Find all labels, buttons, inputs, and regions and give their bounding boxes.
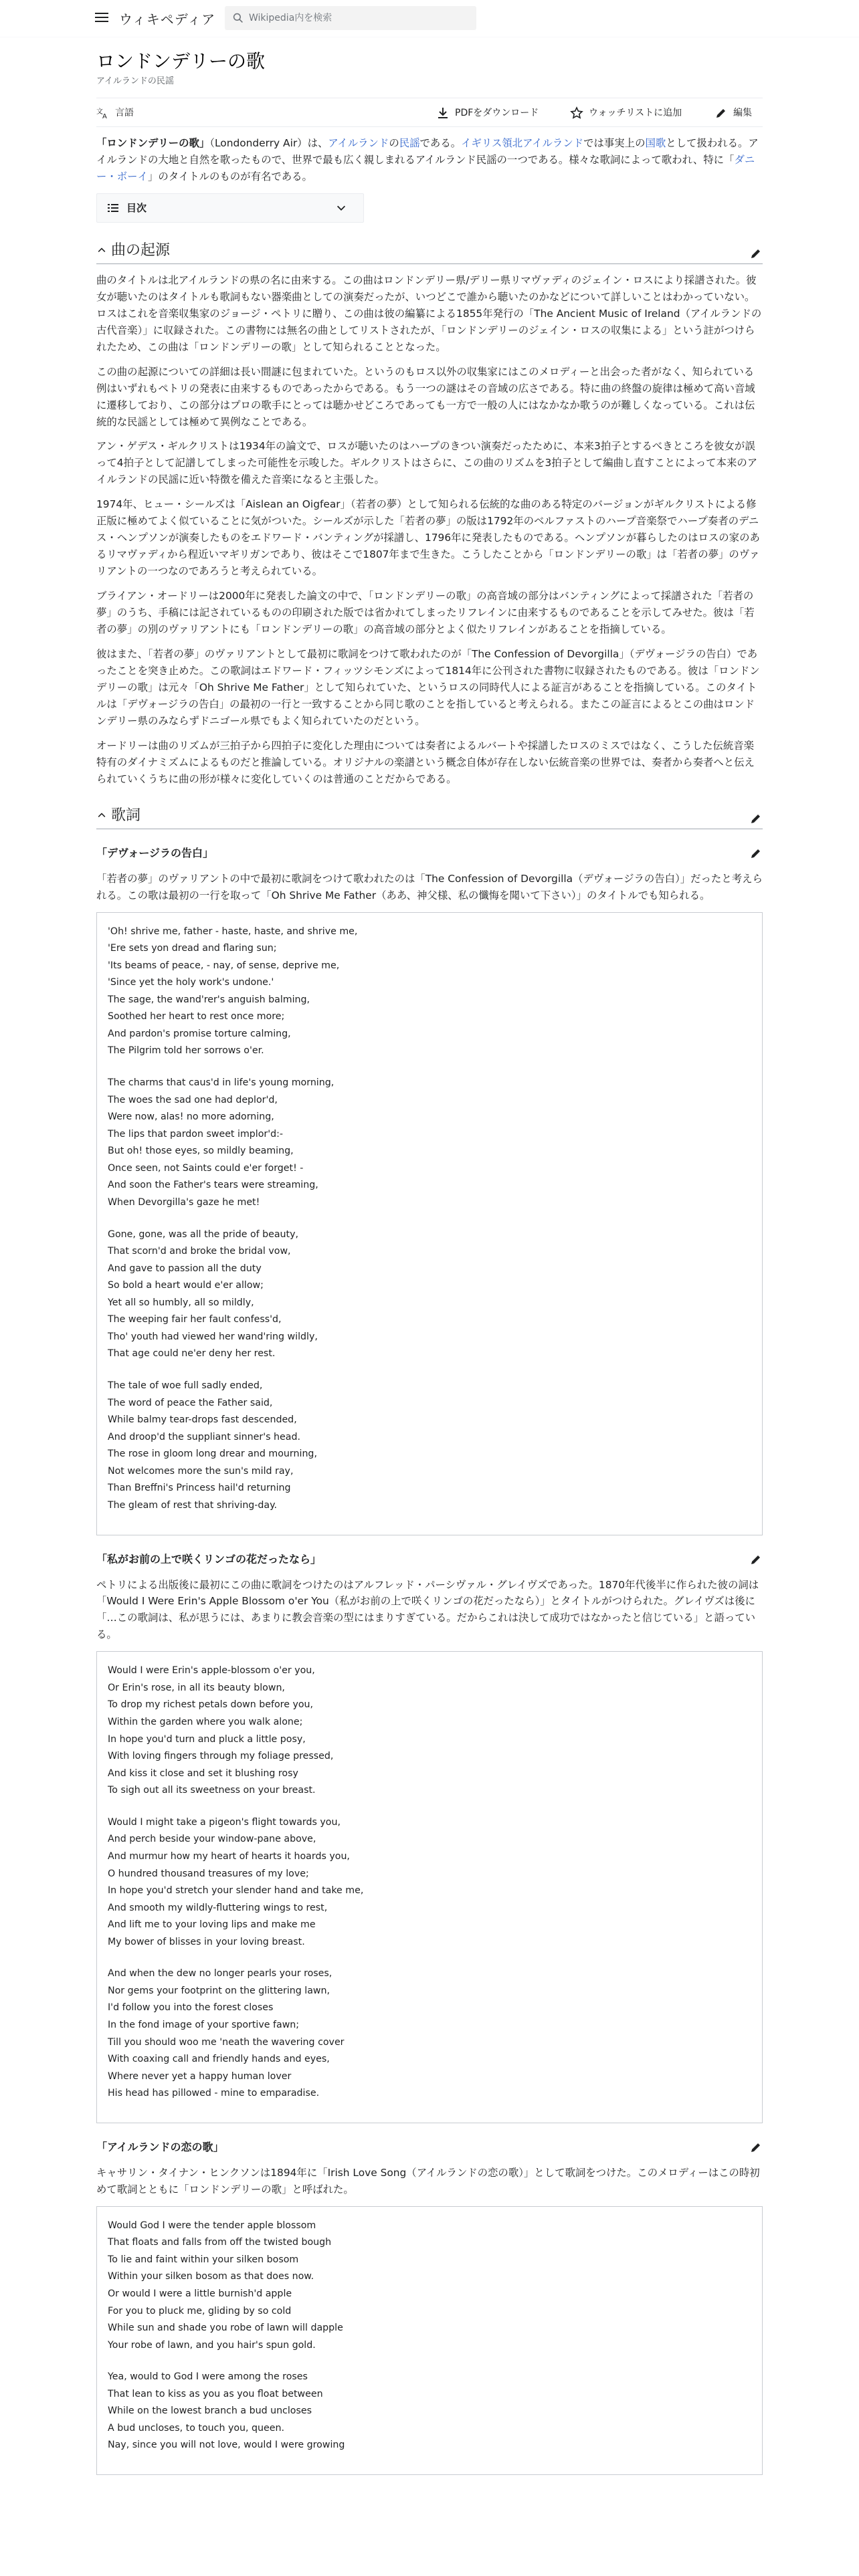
poem-stanza bbox=[108, 1075, 751, 1212]
section-origin-heading[interactable] bbox=[96, 240, 763, 264]
download-pdf-label: PDFをダウンロード bbox=[455, 108, 539, 119]
poem-line: Than Breffni's Princess hail'd returning bbox=[108, 1483, 291, 1494]
poem-line: In hope you'd stretch your slender hand and take me, bbox=[108, 1885, 364, 1897]
poem-line: Yea, would to God I were among the roses bbox=[108, 2371, 308, 2383]
poem-line: And gave to passion all the duty bbox=[108, 1263, 262, 1274]
pencil-icon bbox=[714, 106, 728, 120]
poem-line: And when the dew no longer pearls your roses, bbox=[108, 1968, 332, 1979]
poem-line: Gone, gone, was all the pride of beauty, bbox=[108, 1228, 299, 1240]
pencil-icon[interactable] bbox=[749, 847, 763, 860]
lead-section bbox=[96, 135, 763, 185]
subsection-appleblossom-title: 「私がお前の上で咲くリンゴの花だったなら」 bbox=[96, 1552, 322, 1566]
poem-line: Would I were Erin's apple-blossom o'er you, bbox=[108, 1665, 315, 1677]
lead-paragraph bbox=[96, 135, 763, 185]
poem-stanza bbox=[108, 1662, 751, 1800]
origin-paragraph-1: 曲のタイトルは北アイルランドの県の名に由来する。この曲はロンドンデリー県/デリー県リマヴァディのジェイン・ロスにより採譜された。彼女が聴いたのはタイトルも歌詞もない器楽曲としての演奏だったが、いつどこで誰から聴いたのかなどについて詳しいことはわかっていない。ロスはこれを音楽収集家のジョージ・ペトリに贈り、この曲は彼の編纂による1855年発行の「The Ancient Music of Ireland（アイルランドの古代音楽）」に収録された。この書物には無名の曲としてリストされたが、「ロンドンデリーのジェイン・ロスの収集による」という註がつけられたため、この曲は「ロンドンデリーの歌」として知られることとなった。 bbox=[96, 274, 762, 353]
poem-line: And perch beside your window-pane above, bbox=[108, 1834, 316, 1845]
subsection-devorgilla-heading bbox=[96, 844, 763, 863]
poem-line: Or Erin's rose, in all its beauty blown, bbox=[108, 1682, 285, 1693]
lead-text: の bbox=[389, 137, 399, 150]
poem-line: Nay, since you will not love, would I were growing bbox=[108, 2440, 345, 2451]
poem-line: So bold a heart would e'er allow; bbox=[108, 1280, 264, 1291]
language-button[interactable] bbox=[96, 106, 134, 121]
subsection-devorgilla-title: 「デヴォージラの告白」 bbox=[96, 846, 214, 859]
toc-label: 目次 bbox=[126, 201, 147, 214]
poem-line: That floats and falls from off the twisted bough bbox=[108, 2237, 332, 2248]
page-subtitle: アイルランドの民謡 bbox=[96, 76, 174, 86]
poem-line: Were now, alas! no more adorning, bbox=[108, 1111, 274, 1123]
poem-line: Where never yet a happy human lover bbox=[108, 2070, 292, 2082]
poem-line: Your robe of lawn, and you hair's spun gold. bbox=[108, 2339, 316, 2351]
origin-paragraph-6: 彼はまた、「若者の夢」のヴァリアントとして最初に歌詞をつけて歌われたのが「The Confession of Devorgilla」（デヴォージラの告白）であったことを突き止めた。この歌詞はエドワード・フィッツシモンズによって1814年に公刊された書物に収録されたものである。彼は「ロンドンデリーの歌」は元々「Oh Shrive Me Father」として知られていた、というロスの同時代人による証言があることを指摘している。このタイトルは「デヴォージラの告白」の最初の一行と一致することから同じ歌のことを指していると考えられる。またこの証言によるとこの曲はロンドンデリー県のみならずドニゴール県でもよく知られていたのだという。 bbox=[96, 647, 760, 727]
poem-line: To sigh out all its sweetness on your breast. bbox=[108, 1785, 316, 1796]
download-pdf-button[interactable] bbox=[436, 106, 539, 121]
poem-stanza bbox=[108, 924, 751, 1061]
origin-paragraph-7: オードリーは曲のリズムが三拍子から四拍子に変化した理由については奏者によるルバートや採譜したロスのミスではなく、こうした伝統音楽特有のダイナミズムによるものだと推論している。オリジナルの楽譜という概念自体が存在しない伝統音楽の世界では、奏者から奏者へと伝えられていくうちに曲の形が様々に変化していくのは普通のことだからである。 bbox=[96, 739, 755, 785]
edit-label: 編集 bbox=[733, 108, 752, 119]
lead-bold-title: 「ロンドンデリーの歌」 bbox=[96, 137, 210, 150]
top-header bbox=[0, 0, 859, 37]
watchlist-button[interactable] bbox=[570, 106, 682, 121]
main-menu-button[interactable] bbox=[94, 10, 110, 26]
poem-appleblossom bbox=[96, 1651, 763, 2123]
poem-line: Or would I were a little burnish'd apple bbox=[108, 2288, 292, 2299]
language-icon bbox=[96, 106, 110, 120]
poem-line: The weeping fair her fault confess'd, bbox=[108, 1314, 282, 1325]
poem-line: Once seen, not Saints could e'er forget! - bbox=[108, 1162, 304, 1174]
poem-line: Would God I were the tender apple blossom bbox=[108, 2220, 316, 2231]
lead-text: として扱われる。アイルランドの大地と自然を歌ったもので、世界で最も広く親しまれるアイルランド民謡の一つである。様々な歌詞によって歌われ、特に「 bbox=[96, 137, 759, 166]
poem-line: Nor gems your footprint on the glittering lawn, bbox=[108, 1985, 330, 1996]
svg-text:文: 文 bbox=[96, 108, 103, 116]
poem-line: And pardon's promise torture calming, bbox=[108, 1028, 291, 1039]
chevron-down-icon bbox=[335, 202, 347, 214]
poem-line: The tale of woe full sadly ended, bbox=[108, 1380, 263, 1391]
poem-line: The Pilgrim told her sorrows o'er. bbox=[108, 1045, 264, 1057]
poem-line: While on the lowest branch a bud uncloses bbox=[108, 2405, 312, 2417]
search-input[interactable] bbox=[225, 6, 476, 30]
poem-line: Not welcomes more the sun's mild ray, bbox=[108, 1465, 294, 1477]
poem-line: Would I might take a pigeon's flight towards you, bbox=[108, 1816, 341, 1828]
search-icon bbox=[233, 13, 244, 23]
poem-line: Within the garden where you walk alone; bbox=[108, 1717, 303, 1727]
poem-line: In the fond image of your sportive fawn; bbox=[108, 2020, 300, 2030]
lead-text: （Londonderry Air）は、 bbox=[209, 137, 328, 150]
appleblossom-intro: ペトリによる出版後に最初にこの曲に歌詞をつけたのはアルフレッド・パーシヴァル・グレイヴズであった。1870年代後半に作られた彼の詞は「Would I Were Erin's Apple Blossom o'er You（私がお前の上で咲くリンゴの花だったなら）」とタイトルがつけられた。グレイヴズは後に「…この歌詞は、私が思うには、あまりに教会音楽の型にはまりすぎている。だからこれは決して成功ではなかったと信じている」と語っている。 bbox=[96, 1578, 759, 1641]
link-danny-boy[interactable]: ダニー・ボーイ bbox=[96, 154, 755, 183]
poem-line: To drop my richest petals down before you, bbox=[108, 1699, 314, 1711]
poem-line: With coaxing call and friendly hands and eyes, bbox=[108, 2054, 330, 2065]
poem-line: To lie and faint within your silken bosom bbox=[108, 2254, 299, 2265]
poem-stanza bbox=[108, 1378, 751, 1515]
origin-paragraph-5: ブライアン・オードリーは2000年に発表した論文の中で、「ロンドンデリーの歌」の高音域の部分はバンティングによって採譜された「若者の夢」のうち、手稿には記されているものの印刷された版では省かれてしまったリフレインに由来するものであることを示してみせた。彼は「若者の夢」の別のヴァリアントにも「ロンドンデリーの歌」の高音域の部分とよく似たリフレインがあることを指摘している。 bbox=[96, 590, 755, 636]
poem-devorgilla bbox=[96, 912, 763, 1535]
lead-text: である。 bbox=[419, 137, 462, 150]
poem-line: The gleam of rest that shriving-day. bbox=[108, 1499, 278, 1511]
poem-line: 'Ere sets yon dread and flaring sun; bbox=[108, 943, 277, 954]
chevron-up-icon bbox=[96, 245, 107, 255]
poem-line: That age could ne'er deny her rest. bbox=[108, 1348, 276, 1360]
pencil-icon[interactable] bbox=[749, 2141, 763, 2154]
poem-line: For you to pluck me, gliding by so cold bbox=[108, 2305, 292, 2317]
poem-line: The woes the sad one had deplor'd, bbox=[108, 1094, 278, 1105]
poem-line: Within your silken bosom as that does now. bbox=[108, 2271, 314, 2282]
page-toolbar bbox=[96, 98, 763, 127]
poem-line: In hope you'd turn and pluck a little posy, bbox=[108, 1733, 306, 1745]
poem-line: O hundred thousand treasures of my love; bbox=[108, 1868, 309, 1879]
poem-line: 'Since yet the holy work's undone.' bbox=[108, 977, 274, 988]
section-lyrics-heading[interactable] bbox=[96, 805, 763, 829]
poem-line: When Devorgilla's gaze he met! bbox=[108, 1196, 260, 1208]
poem-line: And droop'd the suppliant sinner's head. bbox=[108, 1431, 300, 1442]
watchlist-label: ウォッチリストに追加 bbox=[589, 108, 682, 119]
poem-line: The sage, the wand'rer's anguish balming, bbox=[108, 994, 310, 1005]
poem-line: And soon the Father's tears were streaming, bbox=[108, 1180, 318, 1191]
section-origin-body bbox=[96, 272, 763, 788]
svg-text:A: A bbox=[102, 113, 107, 120]
poem-line: While balmy tear-drops fast descended, bbox=[108, 1414, 297, 1426]
poem-stanza bbox=[108, 2369, 751, 2454]
poem-line: And kiss it close and set it blushing rosy bbox=[108, 1767, 298, 1779]
poem-line: And lift me to your loving lips and make me bbox=[108, 1919, 316, 1931]
origin-paragraph-3: アン・ゲデス・ギルクリストは1934年の論文で、ロスが聴いたのはハープのきつい演奏だったために、本来3拍子とするべきところを彼女が誤って4拍子として記譜してしまった可能性を示唆した。ギルクリストはさらに、この曲のリズムを3拍子として編曲し直すことによって本来のアイルランドの民謡に近い特徴を備えた音楽になると主張した。 bbox=[96, 440, 758, 486]
origin-paragraph-4: 1974年、ヒュー・シールズは「Aislean an Oigfear」（若者の夢）として知られる伝統的な曲のある特定のバージョンがギルクリストによる修正版に極めてよく似ていることに気がついた。シールズが示した「若者の夢」の版は1792年のベルファストのハープ音楽祭でハープ奏者のデニス・ヘンプソンが演奏したものをエドワード・バンティングが採譜し、1796年に発表したものである。ヘンプソンが暮らしたのはロスの家のあるリマヴァディから程近いマギリガンであり、彼はそこで1807年まで生きた。こうしたことから「ロンドンデリーの歌」は「若者の夢」のヴァリアントの一つなのであろうと考えられている。 bbox=[96, 498, 760, 578]
poem-line: A bud uncloses, to touch you, queen. bbox=[108, 2422, 284, 2434]
poem-line: 'Oh! shrive me, father - haste, haste, and shrive me, bbox=[108, 926, 358, 937]
section-lyrics-title: 歌詞 bbox=[111, 807, 141, 824]
poem-line: And smooth my wildly-fluttering wings to rest, bbox=[108, 1902, 328, 1913]
poem-line: But oh! those eyes, so mildly beaming, bbox=[108, 1146, 294, 1157]
poem-line: Yet all so humbly, all so mildly, bbox=[108, 1297, 254, 1308]
origin-paragraph-2: この曲の起源についての詳細は長い間謎に包まれていた。というのもロス以外の収集家にはこのメロディーと出会った者がなく、知られている例はいずれもペトリの発表に由来するものであったからである。もう一つの謎はその音域の広さである。特に曲の終盤の旋律は極めて高い音域に遷移しており、この部分はプロの歌手にとっては聴かせどころであっても一方で一般の人にはなかなか歌うのが難しくなっている。これは伝統的な民謡としては極めて異例なことである。 bbox=[96, 365, 755, 428]
search-placeholder: Wikipedia内を検索 bbox=[249, 12, 332, 23]
edit-button[interactable] bbox=[714, 106, 752, 121]
page-title: ロンドンデリーの歌 bbox=[96, 50, 266, 72]
main-content bbox=[96, 37, 763, 2475]
poem-line: With loving fingers through my foliage pressed, bbox=[108, 1751, 334, 1762]
poem-line: His head has pillowed - mine to emparadise. bbox=[108, 2088, 320, 2099]
poem-line: Tho' youth had viewed her wand'ring wildly, bbox=[108, 1331, 318, 1342]
toc-toggle[interactable] bbox=[96, 193, 364, 223]
download-icon bbox=[436, 106, 450, 120]
link-anthem[interactable]: 国歌 bbox=[645, 137, 666, 150]
poem-line: I'd follow you into the forest closes bbox=[108, 2002, 274, 2014]
pencil-icon[interactable] bbox=[749, 812, 763, 825]
poem-stanza bbox=[108, 1814, 751, 1951]
link-ireland[interactable]: アイルランド bbox=[328, 137, 389, 150]
poem-line: Soothed her heart to rest once more; bbox=[108, 1011, 285, 1023]
poem-line: Till you should woo me 'neath the wavering cover bbox=[108, 2036, 345, 2048]
poem-stanza bbox=[108, 2218, 751, 2355]
language-label: 言語 bbox=[115, 108, 134, 119]
poem-stanza bbox=[108, 1965, 751, 2103]
star-icon bbox=[570, 106, 583, 120]
subsection-irishlove-heading bbox=[96, 2138, 763, 2157]
lead-text: では事実上の bbox=[583, 137, 646, 150]
subsection-irishlove-title: 「アイルランドの恋の歌」 bbox=[96, 2140, 224, 2153]
lead-text: 」のタイトルのものが有名である。 bbox=[147, 170, 312, 183]
list-icon bbox=[106, 201, 120, 215]
poem-line: That lean to kiss as you as you float between bbox=[108, 2388, 323, 2399]
pencil-icon[interactable] bbox=[749, 247, 763, 260]
poem-line: The lips that pardon sweet implor'd:- bbox=[108, 1128, 284, 1140]
poem-stanza bbox=[108, 1226, 751, 1364]
poem-line: My bower of blisses in your loving breast. bbox=[108, 1936, 305, 1947]
subsection-appleblossom-heading bbox=[96, 1550, 763, 1569]
poem-line: 'Its beams of peace, - nay, of sense, deprive me, bbox=[108, 960, 340, 971]
chevron-up-icon bbox=[96, 810, 107, 821]
link-northern-ireland[interactable]: イギリス領北アイルランド bbox=[461, 137, 584, 150]
devorgilla-intro: 「若者の夢」のヴァリアントの中で最初に歌詞をつけて歌われたのは「The Confession of Devorgilla（デヴォージラの告白）」だったと考えられる。この歌は最初の一行を取って「Oh Shrive Me Father（ああ、神父様、私の懺悔を聞いて下さい）」のタイトルでも知られる。 bbox=[96, 872, 763, 901]
link-folk-song[interactable]: 民謡 bbox=[399, 137, 420, 150]
poem-line: While sun and shade you robe of lawn will dapple bbox=[108, 2323, 343, 2334]
poem-line: And murmur how my heart of hearts it hoards you, bbox=[108, 1850, 350, 1862]
poem-irishlove bbox=[96, 2206, 763, 2475]
poem-line: The rose in gloom long drear and mourning, bbox=[108, 1448, 317, 1460]
section-origin-title: 曲の起源 bbox=[111, 242, 171, 259]
pencil-icon[interactable] bbox=[749, 1553, 763, 1566]
site-wordmark[interactable]: ウィキペディア bbox=[119, 11, 216, 27]
irishlove-intro: キャサリン・タイナン・ヒンクソンは1894年に「Irish Love Song（アイルランドの恋の歌）」として歌詞をつけた。このメロディーはこの時初めて歌詞とともに「ロンドンデリーの歌」と呼ばれた。 bbox=[96, 2166, 760, 2195]
poem-line: The charms that caus'd in life's young morning, bbox=[108, 1077, 335, 1088]
poem-line: That scorn'd and broke the bridal vow, bbox=[108, 1246, 291, 1257]
poem-line: The word of peace the Father said, bbox=[108, 1397, 273, 1408]
